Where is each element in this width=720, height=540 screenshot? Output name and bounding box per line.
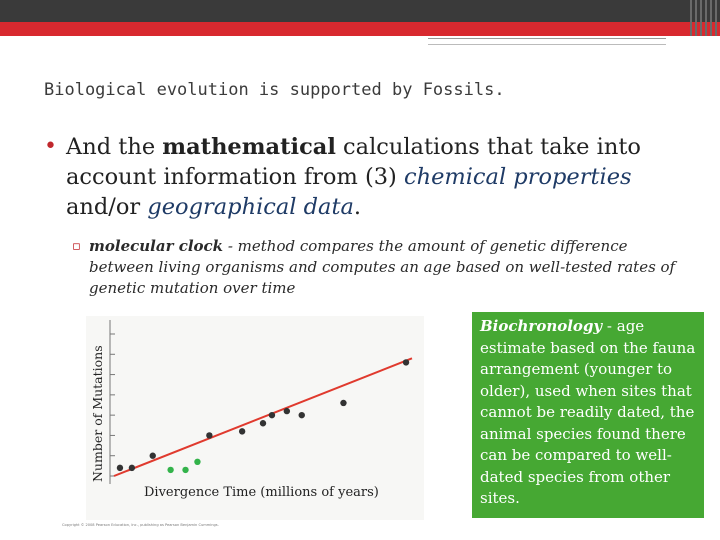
data-point: [117, 465, 123, 471]
data-point: [269, 412, 275, 418]
data-point: [167, 467, 173, 473]
data-point: [150, 453, 156, 459]
term-biochronology: Biochronology: [480, 317, 603, 335]
data-point: [206, 432, 212, 438]
title-bar: [0, 0, 720, 22]
decorative-line: [428, 44, 666, 45]
term-molecular-clock: molecular clock: [89, 237, 224, 255]
copyright-footnote: Copyright © 2008 Pearson Education, Inc., publishing as Pearson Benjamin Cummings.: [62, 523, 219, 527]
sub-bullet-marker: ▫: [72, 239, 81, 254]
sub-bullet: [72, 236, 692, 299]
x-axis-label: Divergence Time (millions of years): [144, 485, 379, 500]
data-point: [194, 459, 200, 465]
title-bar-stripes: [690, 0, 720, 36]
bullet-marker: •: [44, 134, 57, 159]
biochronology-box: Biochronology - age estimate based on the fauna arrangement (younger to older), used when sites that cannot be readily dated, the animal species found there can be compared to well-dated species from other sites.: [472, 312, 704, 518]
data-point: [403, 359, 409, 365]
data-point: [340, 400, 346, 406]
data-point: [182, 467, 188, 473]
y-axis-label: Number of Mutations: [90, 345, 105, 482]
main-bullet: [46, 132, 686, 222]
main-bullet-text: And the mathematical calculations that take into account information from (3) chemical properties and/or geographical data.: [66, 134, 641, 220]
data-point: [260, 420, 266, 426]
slide-title: Biological evolution is supported by Fossils.: [44, 80, 505, 100]
title-bar-accent: [0, 22, 720, 36]
data-point: [299, 412, 305, 418]
decorative-line: [428, 38, 666, 39]
data-point: [284, 408, 290, 414]
data-point: [239, 428, 245, 434]
molecular-clock-chart: [60, 304, 430, 536]
sub-bullet-text: molecular clock - method compares the amount of genetic difference between living organisms and computes an age based on well-tested rates of genetic mutation over time: [89, 237, 676, 297]
data-point: [129, 465, 135, 471]
